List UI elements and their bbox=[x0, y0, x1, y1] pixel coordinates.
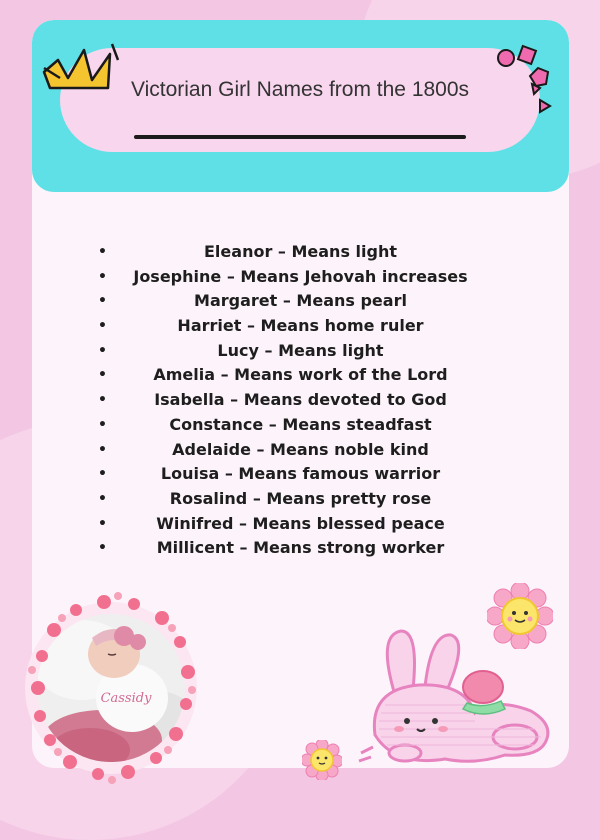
names-list bbox=[32, 240, 569, 561]
list-item: • Louisa – Means famous warrior bbox=[32, 462, 569, 487]
bullet: • bbox=[98, 466, 107, 483]
list-item: • Josephine – Means Jehovah increases bbox=[32, 265, 569, 290]
list-item: • Eleanor – Means light bbox=[32, 240, 569, 265]
bullet: • bbox=[98, 293, 107, 310]
bullet: • bbox=[98, 490, 107, 507]
bullet: • bbox=[98, 342, 107, 359]
list-item: • Margaret – Means pearl bbox=[32, 289, 569, 314]
list-item: • Adelaide – Means noble kind bbox=[32, 438, 569, 463]
bullet: • bbox=[98, 244, 107, 260]
list-item: • Amelia – Means work of the Lord bbox=[32, 363, 569, 388]
bullet: • bbox=[98, 540, 107, 557]
bullet: • bbox=[98, 416, 107, 433]
list-item: • Winifred – Means blessed peace bbox=[32, 512, 569, 537]
header-banner bbox=[32, 20, 569, 192]
bullet: • bbox=[98, 367, 107, 384]
title-pill bbox=[60, 48, 540, 152]
crown-icon bbox=[38, 38, 126, 94]
list-item: • Constance – Means steadfast bbox=[32, 413, 569, 438]
bullet: • bbox=[98, 441, 107, 458]
flower-icon bbox=[302, 740, 342, 780]
page-title: Victorian Girl Names from the 1800s bbox=[130, 78, 470, 101]
list-item: • Millicent – Means strong worker bbox=[32, 536, 569, 561]
list-item: • Rosalind – Means pretty rose bbox=[32, 487, 569, 512]
bullet: • bbox=[98, 318, 107, 335]
bullet: • bbox=[98, 392, 107, 409]
onesie-text: Cassidy bbox=[100, 691, 152, 706]
list-item: • Isabella – Means devoted to God bbox=[32, 388, 569, 413]
bunny-illustration bbox=[355, 625, 555, 770]
bullet: • bbox=[98, 515, 107, 532]
baby-photo bbox=[22, 590, 200, 786]
list-item: • Harriet – Means home ruler bbox=[32, 314, 569, 339]
bullet: • bbox=[98, 268, 107, 285]
title-underline bbox=[134, 135, 466, 139]
list-item: • Lucy – Means light bbox=[32, 339, 569, 364]
shapes-icon bbox=[494, 42, 564, 122]
